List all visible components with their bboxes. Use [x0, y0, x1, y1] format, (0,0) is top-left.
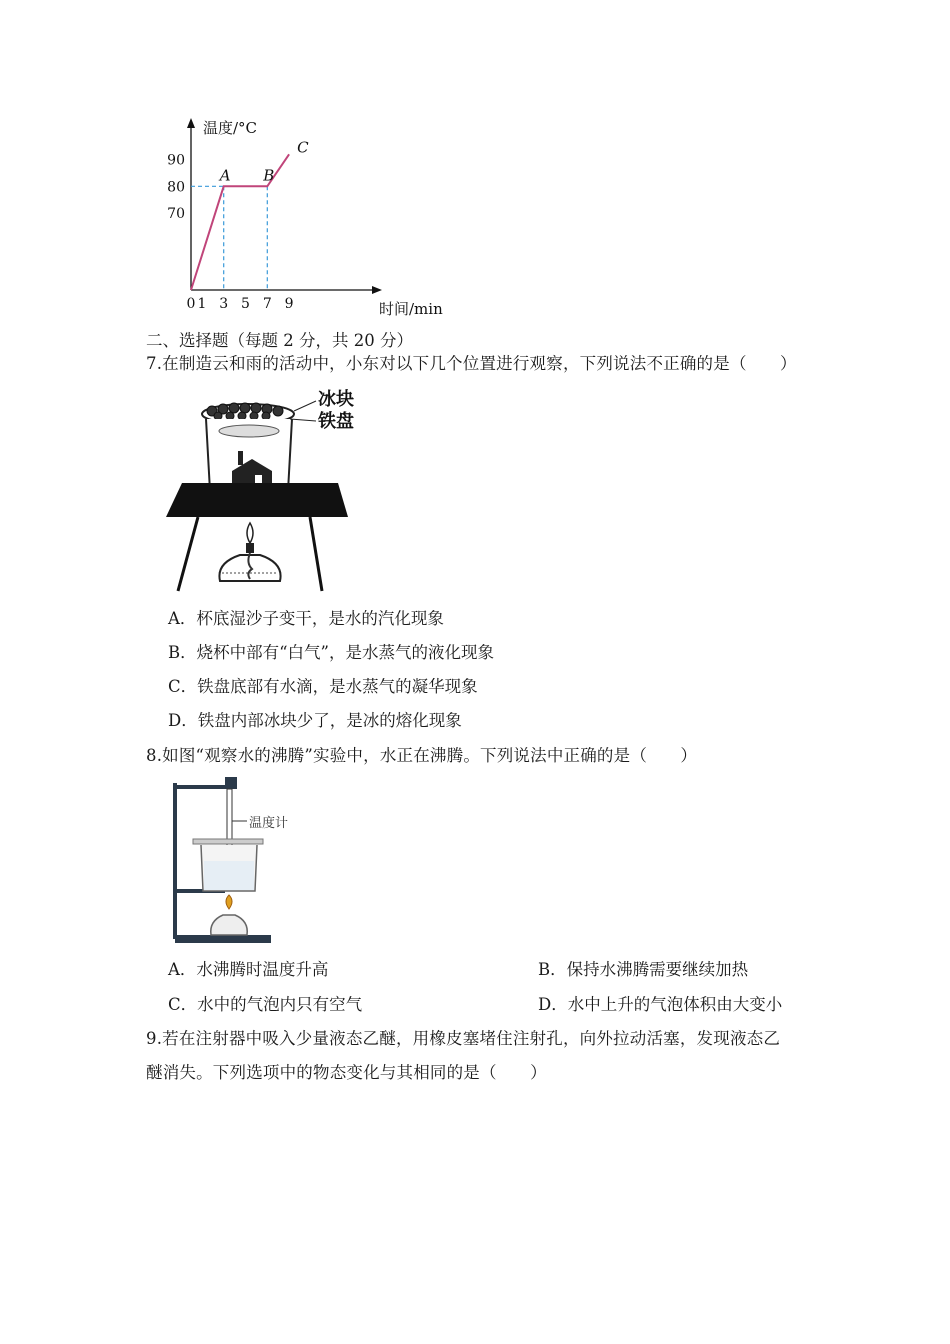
heating-plate [166, 483, 348, 517]
section-heading: 二、选择题（每题 2 分，共 20 分） [146, 331, 413, 350]
q8-option-a[interactable]: A．水沸腾时温度升高 [168, 960, 329, 979]
x-tick-label: 3 [219, 296, 229, 312]
question-7-stem: 7.在制造云和雨的活动中，小东对以下几个位置进行观察，下列说法不正确的是（ ） [146, 354, 797, 373]
cloud-rain-apparatus-figure [160, 383, 380, 598]
x-tick-label: 1 [197, 296, 207, 312]
x-axis-label: 时间/min [379, 300, 443, 318]
q8-option-b[interactable]: B．保持水沸腾需要继续加热 [538, 960, 749, 979]
y-axis-label: 温度/°C [203, 119, 258, 137]
point-label-c: C [297, 138, 309, 157]
ice-label: 冰块 [318, 389, 354, 410]
tray-label: 铁盘 [318, 411, 354, 432]
q8-option-c[interactable]: C．水中的气泡内只有空气 [168, 995, 363, 1014]
y-tick-label: 90 [167, 152, 185, 169]
thermometer-label: 温度计 [249, 816, 289, 831]
question-8-stem: 8.如图“观察水的沸腾”实验中，水正在沸腾。下列说法中正确的是（ ） [146, 746, 698, 765]
alcohol-lamp [219, 523, 280, 581]
q7-option-d[interactable]: D．铁盘内部冰块少了，是冰的熔化现象 [168, 711, 462, 730]
point-label-b: B [263, 166, 275, 185]
x-tick-label: 9 [284, 296, 294, 312]
alcohol-lamp [211, 915, 248, 935]
point-label-a: A [219, 166, 231, 185]
y-tick-label: 80 [167, 179, 185, 196]
x-tick-label: 0 [186, 296, 196, 312]
temperature-time-chart [150, 110, 470, 325]
x-axis-arrow [372, 286, 382, 294]
y-tick-label: 70 [167, 206, 185, 222]
y-axis-arrow [187, 118, 195, 128]
q7-option-c[interactable]: C．铁盘底部有水滴，是水蒸气的凝华现象 [168, 677, 478, 696]
question-9-stem-line-1: 9.若在注射器中吸入少量液态乙醚，用橡皮塞堵住注射孔，向外拉动活塞，发现液态乙 [146, 1029, 781, 1048]
x-tick-label: 7 [262, 296, 272, 312]
temperature-series-line [191, 154, 289, 290]
question-9-stem-line-2: 醚消失。下列选项中的物态变化与其相同的是（ ） [146, 1063, 547, 1082]
q8-option-d[interactable]: D．水中上升的气泡体积由大变小 [538, 995, 783, 1014]
boiling-water-apparatus-figure [165, 775, 305, 950]
x-tick-label: 5 [241, 296, 250, 312]
q7-option-a[interactable]: A．杯底湿沙子变干，是水的汽化现象 [168, 609, 444, 628]
q7-option-b[interactable]: B．烧杯中部有“白气”，是水蒸气的液化现象 [168, 643, 494, 662]
